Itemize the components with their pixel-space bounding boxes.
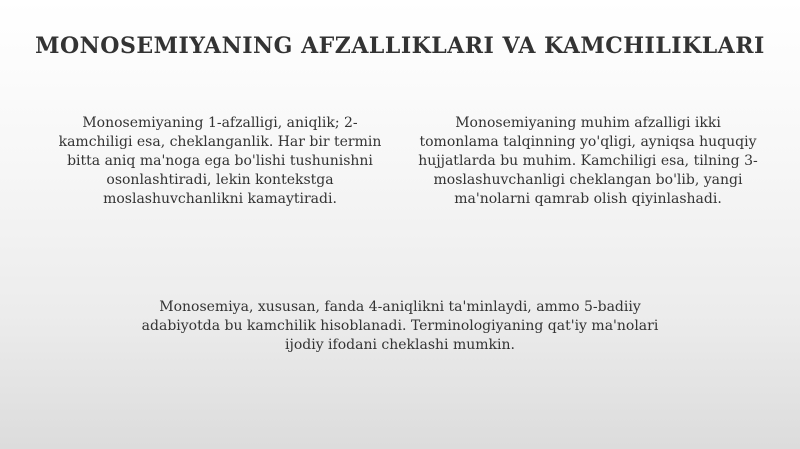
paragraph-left: Monosemiyaning 1-afzalligi, aniqlik; 2-kamchiligi esa, cheklanganlik. Har bir termin bitta aniq ma'noga ega bo'lishi tushunishni osonlashtiradi, lekin kontekstga moslashuvchanlikni kamaytiradi. (58, 115, 382, 207)
paragraph-right: Monosemiyaning muhim afzalligi ikki tomonlama talqinning yo'qligi, ayniqsa huquqiy hujjatlarda bu muhim. Kamchiligi esa, tilning 3-moslashuvchanligi cheklangan bo'lib, yangi ma'nolarni qamrab olish qiyinlashadi. (418, 115, 758, 207)
paragraph-bottom: Monosemiya, xususan, fanda 4-aniqlikni ta'minlaydi, ammo 5-badiiy adabiyotda bu kamchilik hisoblanadi. Terminologiyaning qat'iy ma'nolari ijodiy ifodani cheklashi mumkin. (141, 299, 659, 353)
slide-title: MONOSEMIYANING AFZALLIKLARI VA KAMCHILIKLARI (35, 33, 765, 59)
